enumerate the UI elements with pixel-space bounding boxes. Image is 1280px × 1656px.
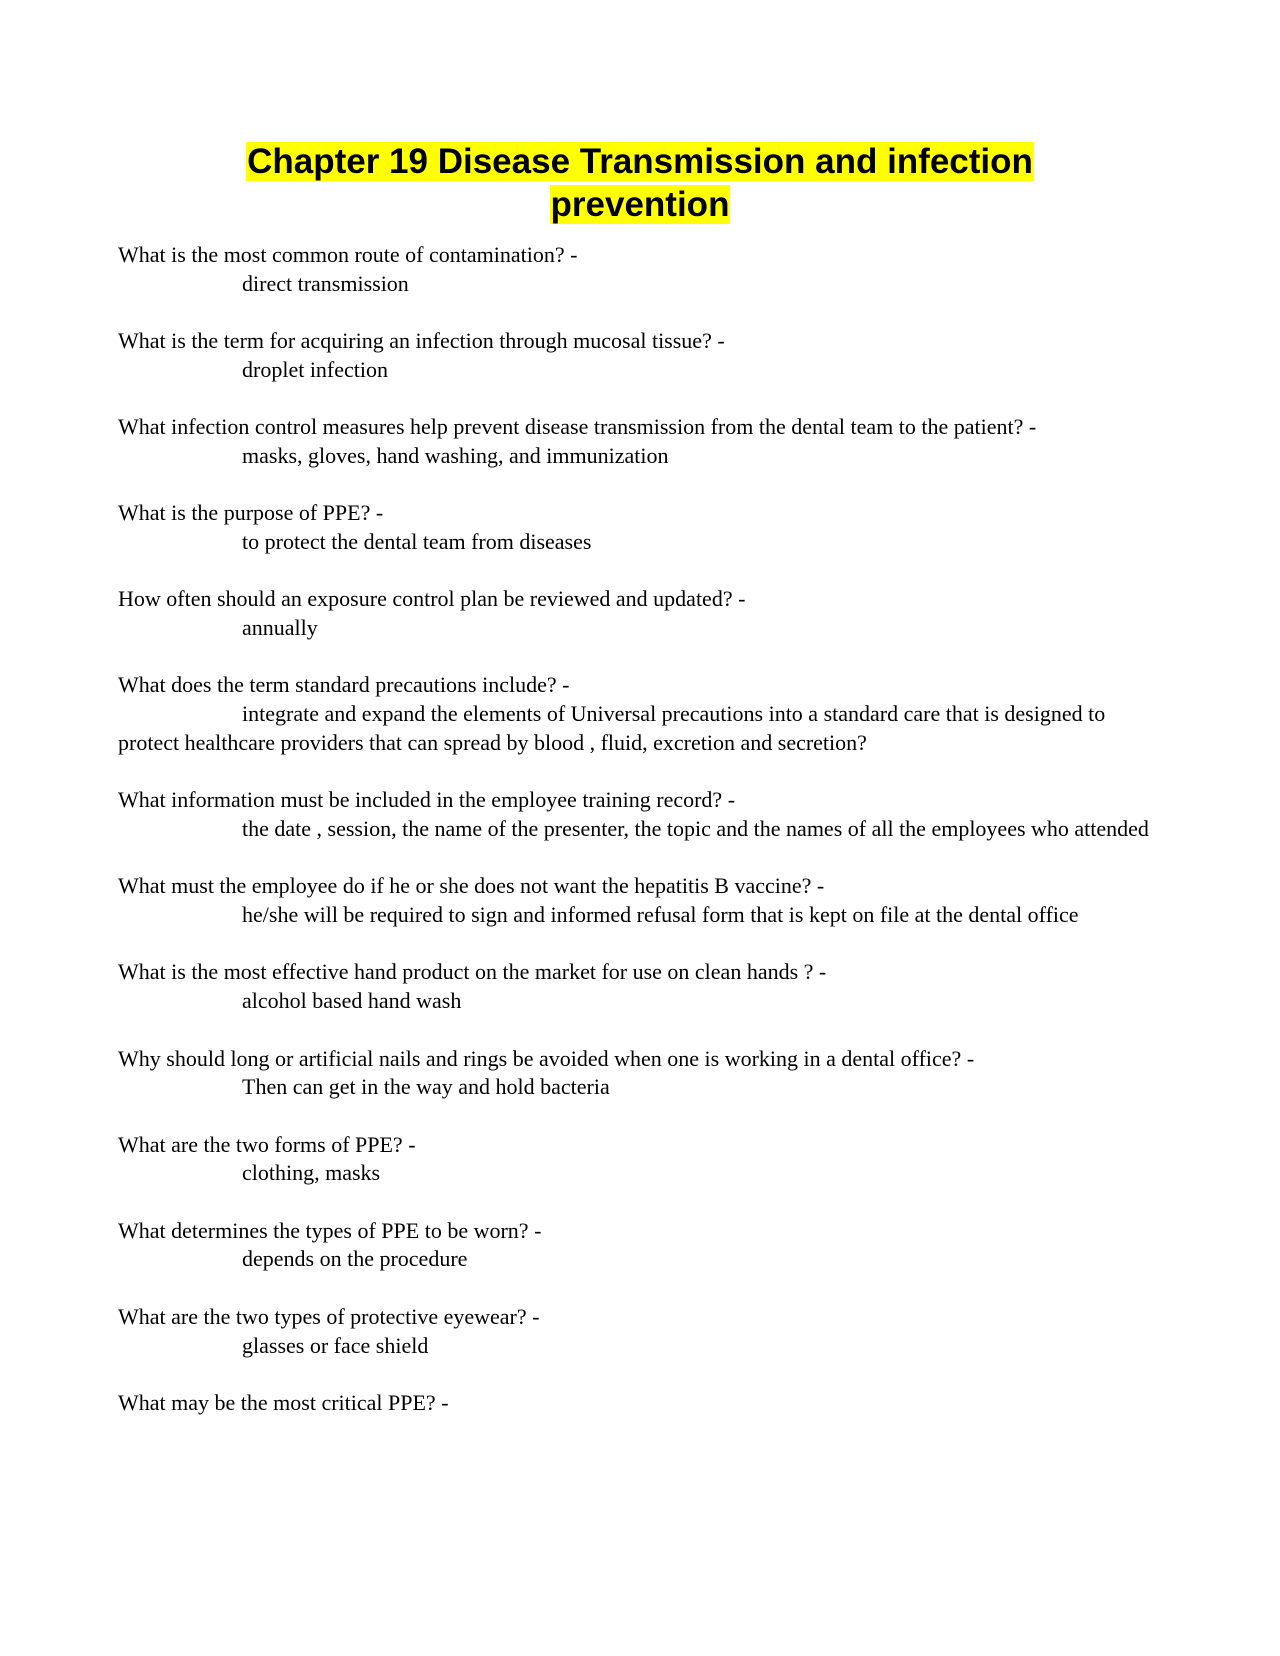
title-line-1: Chapter 19 Disease Transmission and infection: [247, 142, 1033, 181]
answer-text: he/she will be required to sign and informed refusal form that is kept on file at the dental office: [242, 902, 1079, 928]
qa-item: [118, 1303, 1168, 1360]
question-text: What may be the most critical PPE? -: [118, 1389, 449, 1415]
page-title: [0, 140, 1280, 226]
answer-text: Then can get in the way and hold bacteria: [242, 1074, 610, 1100]
question-text: What does the term standard precautions include? -: [118, 672, 570, 698]
qa-item: [118, 872, 1168, 929]
qa-item: [118, 1131, 1168, 1188]
question-text: How often should an exposure control plan be reviewed and updated? -: [118, 586, 746, 612]
qa-item: [118, 499, 1168, 556]
qa-item: [118, 958, 1168, 1015]
answer-text: direct transmission: [242, 270, 409, 296]
question-text: What must the employee do if he or she does not want the hepatitis B vaccine? -: [118, 873, 825, 899]
question-text: What determines the types of PPE to be worn? -: [118, 1217, 542, 1243]
qa-item: [118, 413, 1168, 470]
qa-item: [118, 585, 1168, 642]
qa-item: [118, 241, 1168, 298]
answer-text: masks, gloves, hand washing, and immunization: [242, 442, 669, 468]
qa-item: [118, 671, 1168, 757]
answer-text: annually: [242, 615, 318, 641]
answer-text: clothing, masks: [242, 1160, 381, 1186]
question-text: What information must be included in the employee training record? -: [118, 787, 736, 813]
question-text: What infection control measures help prevent disease transmission from the dental team to the patient? -: [118, 414, 1037, 440]
question-text: What is the purpose of PPE? -: [118, 500, 384, 526]
question-text: What is the most effective hand product on the market for use on clean hands ? -: [118, 959, 827, 985]
answer-text: alcohol based hand wash: [242, 988, 462, 1014]
qa-list: [118, 241, 1168, 1446]
answer-text: to protect the dental team from diseases: [242, 528, 592, 554]
question-text: What are the two types of protective eyewear? -: [118, 1303, 540, 1329]
qa-item: [118, 786, 1168, 843]
title-line-2: prevention: [550, 185, 730, 224]
qa-item: [118, 1045, 1168, 1102]
qa-item: [118, 1389, 1168, 1418]
answer-text: depends on the procedure: [242, 1246, 468, 1272]
qa-item: [118, 1217, 1168, 1274]
question-text: Why should long or artificial nails and rings be avoided when one is working in a dental office? -: [118, 1045, 975, 1071]
answer-text: glasses or face shield: [242, 1332, 429, 1358]
question-text: What is the most common route of contamination? -: [118, 242, 578, 267]
question-text: What is the term for acquiring an infection through mucosal tissue? -: [118, 328, 725, 354]
question-text: What are the two forms of PPE? -: [118, 1131, 416, 1157]
answer-text: integrate and expand the elements of Universal precautions into a standard care that is designed to protect healthcare providers that can spread by blood , fluid, excretion and secretion?: [118, 701, 1106, 755]
answer-text: droplet infection: [242, 356, 389, 382]
qa-item: [118, 327, 1168, 384]
answer-text: the date , session, the name of the presenter, the topic and the names of all the employees who attended: [242, 815, 1149, 841]
